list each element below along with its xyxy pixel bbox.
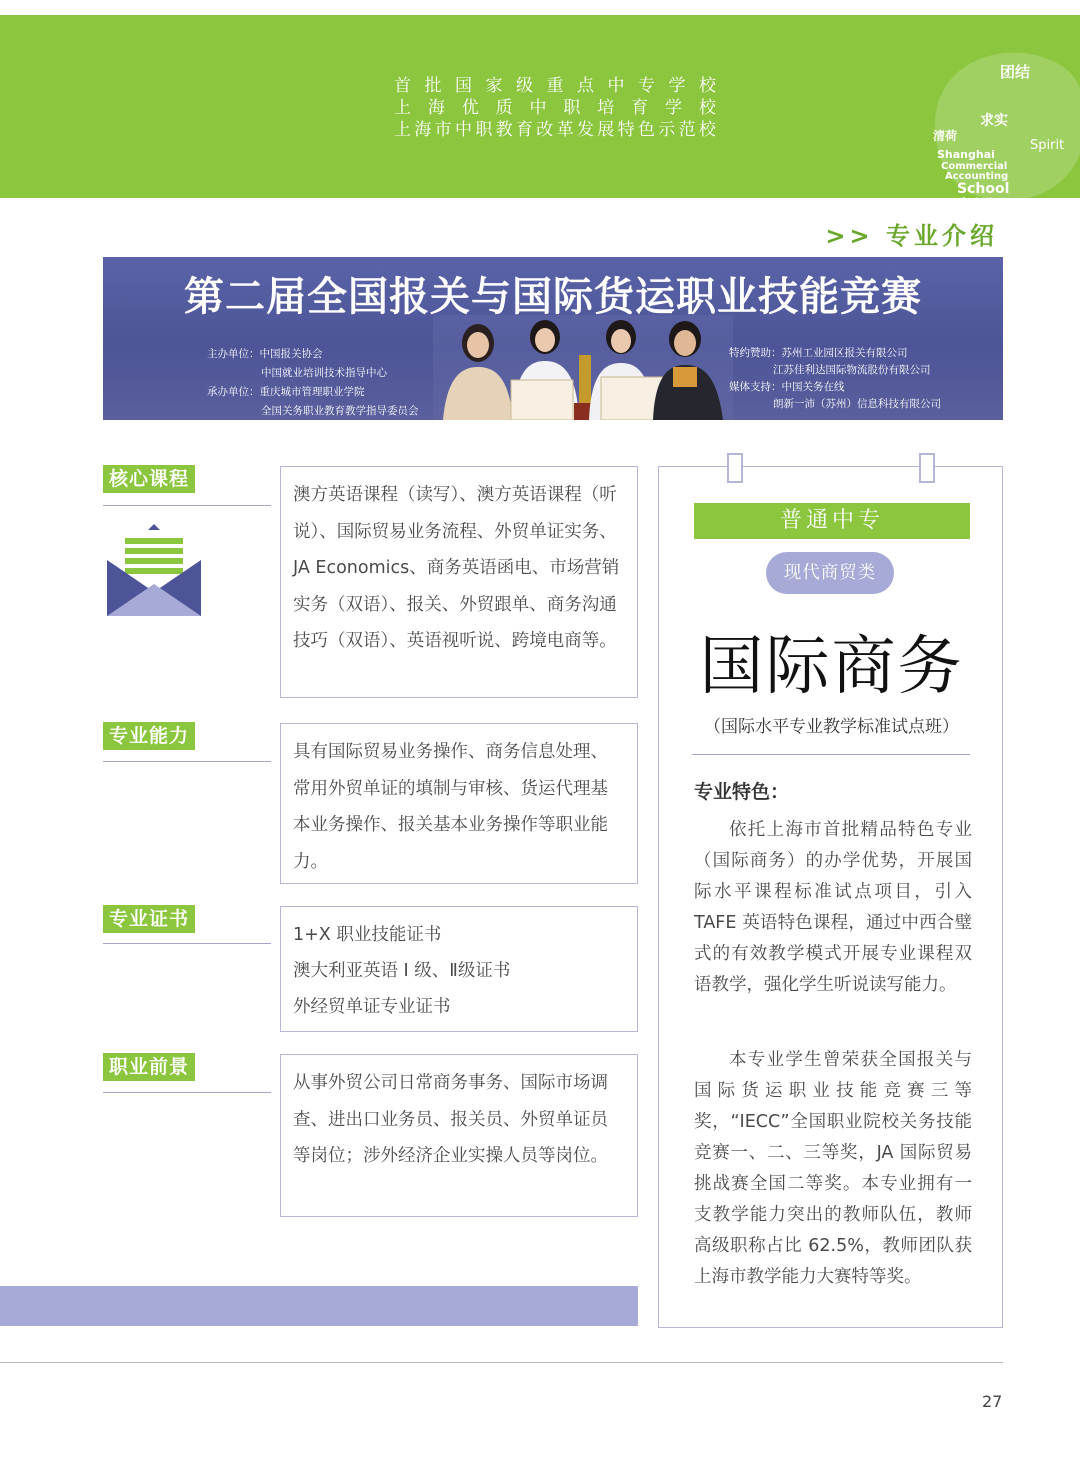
- category-pill: 现代商贸类: [766, 552, 894, 594]
- honor-line-3: [394, 119, 716, 141]
- career-label: 职业前景: [103, 1053, 195, 1081]
- wordcloud-word: Spirit: [1030, 138, 1065, 153]
- ability-divider: [103, 761, 271, 762]
- school-honors: [394, 75, 716, 141]
- ability-box: [280, 723, 638, 884]
- wordcloud-word: 求实: [980, 113, 1008, 129]
- core-courses-box: [280, 466, 638, 698]
- envelope-icon: [107, 524, 201, 616]
- ability-text: 具有国际贸易业务操作、商务信息处理、常用外贸单证的填制与审核、货运代理基本业务操作、报关基本业务操作等职业能力。: [293, 742, 608, 872]
- honor-char: 育: [515, 120, 533, 140]
- honor-char: 校: [698, 120, 716, 140]
- honor-char: 首: [394, 76, 411, 96]
- decorative-bar: [0, 1286, 638, 1326]
- honor-char: 育: [631, 98, 649, 118]
- honor-char: 专: [638, 76, 655, 96]
- wordcloud-word: Commercial: [941, 161, 1008, 172]
- honor-char: 重: [546, 76, 564, 96]
- wordcloud-word: Aspiration: [961, 196, 1002, 205]
- page-number: 27: [982, 1392, 1003, 1411]
- core-courses-divider: [103, 505, 271, 506]
- banner-organizers: [207, 345, 419, 420]
- banner-left-line: 中国就业培训技术指导中心: [261, 367, 387, 379]
- banner-sponsors: [729, 345, 941, 413]
- honor-char: 改: [536, 120, 554, 140]
- binder-clip: [919, 453, 935, 483]
- career-box: [280, 1054, 638, 1217]
- students-photo: [433, 315, 733, 420]
- header-band: [0, 15, 1080, 205]
- certificate-item: 澳大利亚英语 Ⅰ 级、Ⅱ级证书: [293, 961, 511, 981]
- honor-char: 中: [607, 76, 625, 96]
- wordcloud-word: 清荷: [933, 129, 958, 143]
- major-card: [658, 466, 1003, 1328]
- honor-char: 培: [597, 98, 615, 118]
- major-subtitle: （国际水平专业教学标准试点班）: [704, 717, 959, 737]
- feature-heading: 专业特色：: [694, 781, 790, 803]
- career-divider: [103, 1092, 271, 1093]
- footer-divider: [0, 1362, 1003, 1363]
- honor-char: 范: [678, 120, 696, 140]
- certificates-divider: [103, 943, 271, 944]
- school-wordcloud-logo: [925, 25, 1080, 205]
- honor-char: 特: [617, 120, 635, 140]
- competition-banner-photo: [103, 257, 1003, 420]
- feature-paragraph-2: 本专业学生曾荣获全国报关与国际货运职业技能竞赛三等奖，“IECC”全国职业院校关务技能竞赛一、二、三等奖，JA 国际贸易挑战赛全国二等奖。本专业拥有一支教学能力突出的教师队伍，教师高级职称占比 62.5%，教师团队获上海市教学能力大赛特等奖。: [694, 1050, 972, 1287]
- banner-left-line: 主办单位：中国报关协会: [207, 348, 323, 360]
- certificate-item: 外经贸单证专业证书: [293, 997, 451, 1017]
- banner-title: 第二届全国报关与国际货运职业技能竞赛: [184, 273, 922, 320]
- core-courses-label: 核心课程: [103, 465, 195, 493]
- honor-line-1: [394, 75, 716, 97]
- wordcloud-word: School: [957, 181, 1010, 197]
- banner-right-line: 江苏佳利达国际物流股份有限公司: [773, 364, 931, 376]
- wordcloud-word: Accounting: [945, 171, 1009, 182]
- honor-char: 发: [576, 120, 594, 140]
- honor-line-2: [394, 97, 716, 119]
- honor-char: 质: [495, 98, 513, 118]
- card-divider: [692, 754, 970, 755]
- honor-char: 校: [699, 76, 716, 96]
- banner-left-line: 承办单位：重庆城市管理职业学院: [207, 386, 365, 398]
- honor-char: 校: [698, 98, 716, 118]
- certificates-label: 专业证书: [103, 905, 195, 933]
- honor-char: 中: [529, 98, 547, 118]
- binder-clip: [727, 453, 743, 483]
- banner-right-line: 朗新一沛（苏州）信息科技有限公司: [773, 398, 941, 410]
- honor-char: 中: [454, 120, 472, 140]
- honor-char: 学: [668, 76, 686, 96]
- honor-char: 市: [434, 120, 452, 140]
- honor-char: 示: [658, 120, 676, 140]
- honor-char: 上: [394, 120, 411, 140]
- banner-right-line: 特约赞助：苏州工业园区报关有限公司: [729, 347, 908, 359]
- honor-char: 学: [665, 98, 682, 118]
- ability-label: 专业能力: [103, 722, 195, 750]
- honor-char: 职: [563, 98, 581, 118]
- section-title: >> 专业介绍: [825, 222, 998, 250]
- certificate-item: 1+X 职业技能证书: [293, 925, 442, 945]
- honor-char: 色: [637, 120, 655, 140]
- banner-left-line: 全国关务职业教育教学指导委员会: [261, 405, 419, 417]
- banner-right-line: 媒体支持：中国关务在线: [729, 381, 845, 393]
- honor-char: 批: [424, 76, 442, 96]
- honor-char: 家: [485, 76, 503, 96]
- honor-char: 级: [516, 76, 533, 96]
- honor-char: 国: [455, 76, 472, 96]
- honor-char: 革: [556, 120, 574, 140]
- school-type-bar: 普通中专: [694, 503, 970, 539]
- feature-paragraph-1: 依托上海市首批精品特色专业（国际商务）的办学优势，开展国际水平课程标准试点项目，引入 TAFE 英语特色课程，通过中西合璧式的有效教学模式开展专业课程双语教学，强化学生听说读写能力。: [694, 820, 972, 995]
- honor-char: 优: [461, 98, 479, 118]
- wordcloud-word: 团结: [1000, 63, 1031, 81]
- career-text: 从事外贸公司日常商务事务、国际市场调查、进出口业务员、报关员、外贸单证员等岗位；涉外经济企业实操人员等岗位。: [293, 1073, 608, 1166]
- honor-char: 上: [394, 98, 411, 118]
- wordcloud-word: Shanghai: [937, 148, 995, 161]
- honor-char: 展: [597, 120, 615, 140]
- honor-char: 海: [414, 120, 432, 140]
- honor-char: 点: [577, 76, 594, 96]
- honor-char: 职: [475, 120, 493, 140]
- major-title: 国际商务: [699, 630, 964, 704]
- certificates-box: [280, 906, 638, 1032]
- core-courses-text: 澳方英语课程（读写）、澳方英语课程（听说）、国际贸易业务流程、外贸单证实务、JA Economics、商务英语函电、市场营销实务（双语）、报关、外贸跟单、商务沟通技巧（双语）、英语视听说、跨境电商等。: [293, 485, 620, 651]
- honor-char: 海: [427, 98, 445, 118]
- honor-char: 教: [495, 120, 513, 140]
